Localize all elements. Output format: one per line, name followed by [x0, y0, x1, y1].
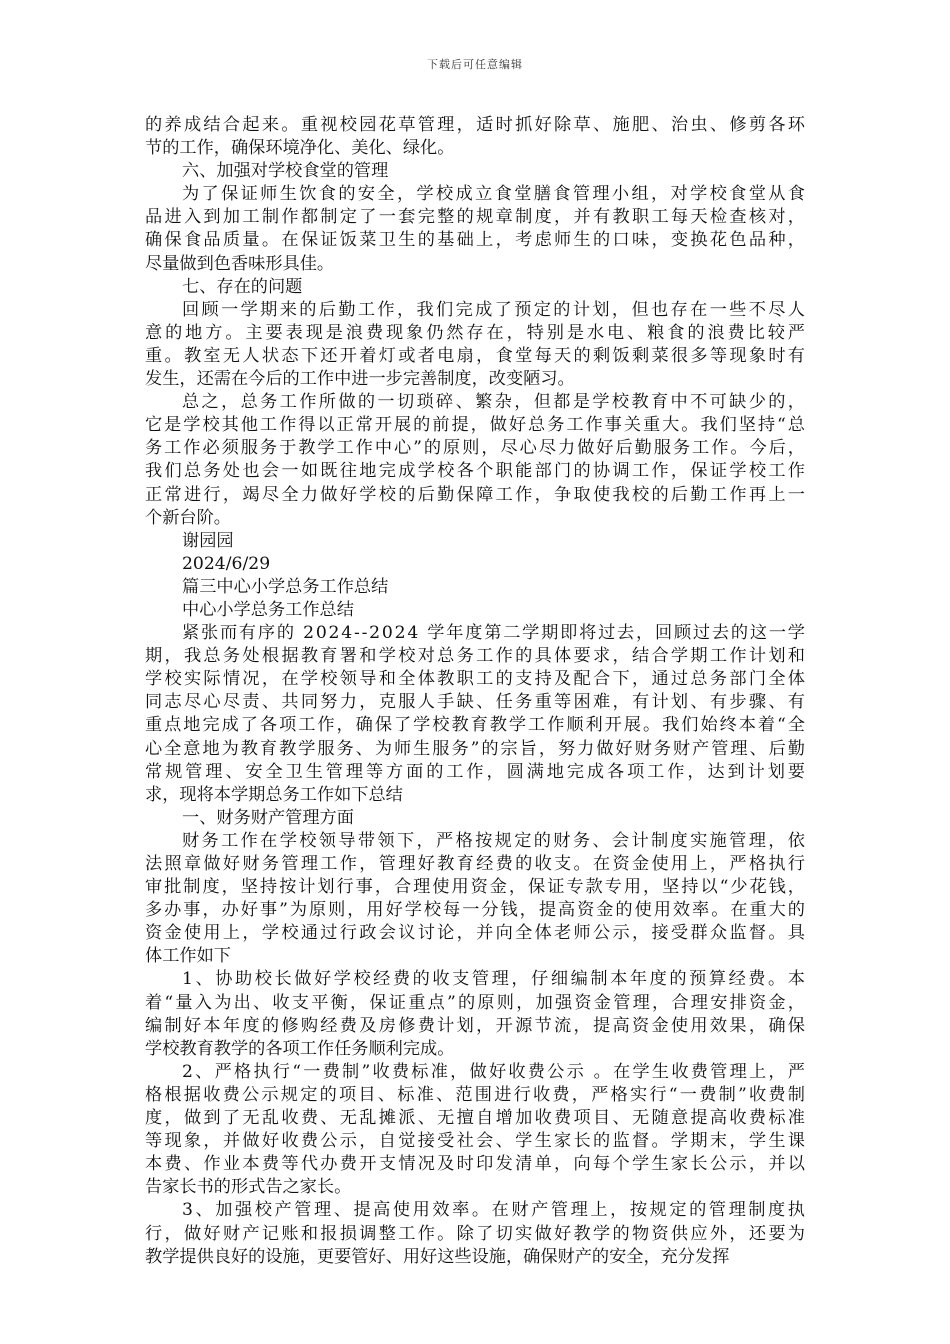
text-line: 七、存在的问题: [182, 276, 303, 297]
text-line: 常规管理、安全卫生管理等方面的工作，圆满地完成各项工作，达到计划要: [145, 761, 808, 782]
text-line: 为了保证师生饮食的安全，学校成立食堂膳食管理小组，对学校食堂从食: [182, 184, 808, 205]
text-line: 确保食品质量。在保证饭菜卫生的基础上，考虑师生的口味，变换花色品种，: [145, 230, 808, 251]
text-line: 学校实际情况，在学校领导和全体教职工的支持及配合下，通过总务部门全体: [145, 669, 808, 690]
text-line: 法照章做好财务管理工作，管理好教育经费的收支。在资金使用上，严格执行: [145, 854, 808, 874]
text-line: 多办事，办好事”为原则，用好学校每一分钱，提高资金的使用效率。在重大的: [145, 900, 807, 921]
text-line: 行，做好财产记账和报损调整工作。除了切实做好教学的物资供应外，还要为: [145, 1223, 808, 1244]
text-line: 个新台阶。: [145, 507, 231, 528]
text-line: 中心小学总务工作总结: [182, 599, 354, 620]
text-line: 资金使用上，学校通过行政会议讨论，并向全体老师公示，接受群众监督。具: [145, 923, 808, 944]
page-header: 下载后可任意编辑: [427, 58, 523, 71]
text-line: 意的地方。主要表现是浪费现象仍然存在，特别是水电、粮食的浪费比较严: [145, 322, 808, 343]
text-line: 谢园园: [182, 530, 234, 551]
text-line: 节的工作，确保环境净化、美化、绿化。: [145, 138, 455, 159]
text-line: 重。教室无人状态下还开着灯或者电扇，食堂每天的剩饭剩菜很多等现象时有: [145, 345, 808, 366]
text-line: 教学提供良好的设施，更要管好、用好这些设施，确保财产的安全，充分发挥: [145, 1246, 730, 1267]
text-line: 心全意地为教育教学服务、为师生服务”的宗旨，努力做好财务财产管理、后勤: [145, 738, 807, 759]
text-line: 编制好本年度的修购经费及房修费计划，开源节流，提高资金使用效果，确保: [145, 1015, 808, 1036]
text-line: 总之，总务工作所做的一切琐碎、繁杂，但都是学校教育中不可缺少的，: [182, 392, 808, 413]
text-line: 1、协助校长做好学校经费的收支管理，仔细编制本年度的预算经费。本: [182, 969, 808, 990]
text-line: 度，做到了无乱收费、无乱摊派、无擅自增加收费项目、无随意提高收费标准: [145, 1108, 808, 1129]
text-line: 告家长书的形式告之家长。: [145, 1177, 352, 1198]
text-line: 篇三中心小学总务工作总结: [182, 576, 389, 597]
text-line: 它是学校其他工作得以正常开展的前提，做好总务工作事关重大。我们坚持“总: [145, 415, 807, 436]
text-line: 紧张而有序的 2024--2024 学年度第二学期即将过去，回顾过去的这一学: [182, 623, 807, 644]
text-line: 审批制度，坚持按计划行事，合理使用资金，保证专款专用，坚持以“少花钱，: [145, 877, 807, 898]
text-line: 品进入到加工制作都制定了一套完整的规章制度，并有教职工每天检查核对，: [145, 207, 808, 228]
text-line: 等现象，并做好收费公示，自觉接受社会、学生家长的监督。学期末，学生课: [145, 1131, 808, 1152]
text-line: 求，现将本学期总务工作如下总结: [145, 784, 403, 805]
text-line: 尽量做到色香味形具佳。: [145, 253, 335, 274]
text-line: 格根据收费公示规定的项目、标准、范围进行收费，严格实行“一费制”收费制: [145, 1084, 808, 1105]
text-line: 一、财务财产管理方面: [182, 807, 354, 828]
text-line: 着“量入为出、收支平衡，保证重点”的原则，加强资金管理，合理安排资金，: [145, 992, 808, 1013]
text-line: 回顾一学期来的后勤工作，我们完成了预定的计划，但也存在一些不尽人: [182, 299, 808, 320]
text-line: 的养成结合起来。重视校园花草管理，适时抓好除草、施肥、治虫、修剪各环: [145, 115, 808, 135]
text-line: 学校教育教学的各项工作任务顺利完成。: [145, 1038, 455, 1059]
text-line: 六、加强对学校食堂的管理: [182, 161, 389, 182]
text-line: 3、加强校产管理、提高使用效率。在财产管理上，按规定的管理制度执: [182, 1200, 808, 1221]
text-line: 重点地完成了各项工作，确保了学校教育教学工作顺利开展。我们始终本着“全: [145, 715, 807, 736]
text-line: 发生，还需在今后的工作中进一步完善制度，改变陋习。: [145, 369, 575, 390]
text-line: 同志尽心尽责、共同努力，克服人手缺、任务重等困难，有计划、有步骤、有: [145, 692, 808, 713]
text-line: 期，我总务处根据教育署和学校对总务工作的具体要求，结合学期工作计划和: [145, 646, 808, 667]
text-line: 我们总务处也会一如既往地完成学校各个职能部门的协调工作，保证学校工作: [145, 461, 808, 482]
text-line: 体工作如下: [145, 946, 231, 967]
text-line: 务工作必须服务于教学工作中心”的原则，尽心尽力做好后勤服务工作。今后，: [145, 438, 807, 459]
text-line: 2024/6/29: [182, 553, 271, 574]
text-line: 正常进行，竭尽全力做好学校的后勤保障工作，争取使我校的后勤工作再上一: [145, 484, 808, 505]
text-line: 财务工作在学校领导带领下，严格按规定的财务、会计制度实施管理，依: [182, 830, 808, 851]
text-line: 2、严格执行“一费制”收费标准，做好收费公示 。在学生收费管理上，严: [182, 1061, 808, 1082]
document-body: [145, 114, 808, 1269]
text-line: 本费、作业本费等代办费开支情况及时印发清单，向每个学生家长公示，并以: [145, 1154, 808, 1175]
